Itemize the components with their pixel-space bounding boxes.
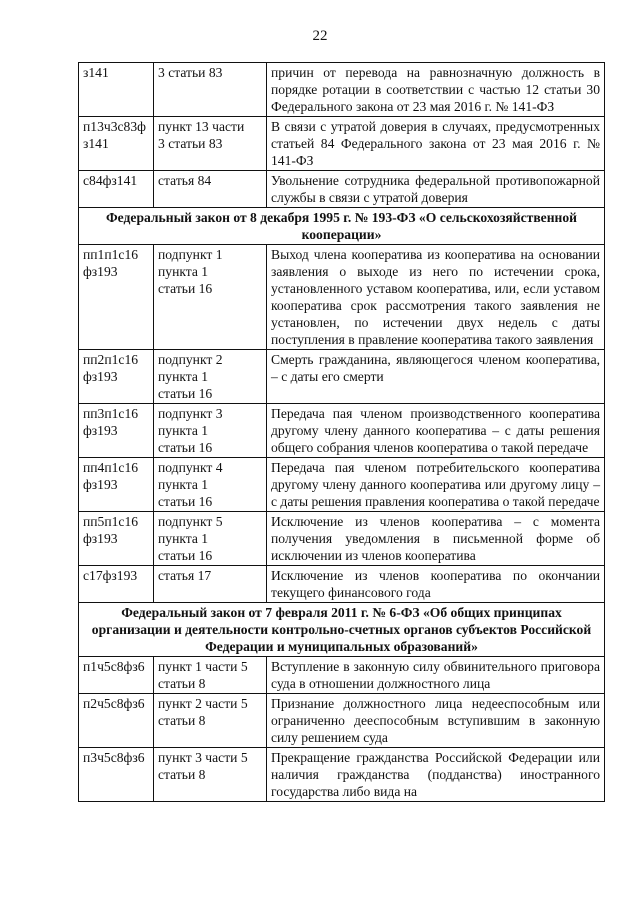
legal-reference-line: статьи 16: [158, 548, 213, 563]
table-row: [79, 694, 605, 748]
reason-description: Прекращение гражданства Российской Федерации или наличия гражданства (подданства) иностранного государства либо вида на: [267, 748, 605, 802]
legal-reference-line: статья 17: [158, 568, 212, 583]
reason-description: Исключение из членов кооператива – с момента получения уведомления в письменной форме об исключении из членов кооператива: [267, 512, 605, 566]
reason-code: с17фз193: [79, 566, 154, 603]
legal-reference-line: статья 84: [158, 173, 212, 188]
legal-reference: [154, 117, 267, 171]
legal-reference-line: пункт 1 части 5: [158, 659, 248, 674]
reason-description: Передача пая членом производственного кооператива другому члену данного кооператива – с даты решения общего собрания членов кооператива о такой передаче: [267, 404, 605, 458]
legal-reference-line: статьи 16: [158, 281, 213, 296]
legal-reference-line: статьи 8: [158, 676, 206, 691]
reason-description: Выход члена кооператива из кооператива на основании заявления о выходе из него по истечении срока, установленного уставом кооператива, или, если уставом кооператива срок рассмотрения такого заявления не установлен, по истечении двух недель с даты поступления в правление кооператива такого заявления: [267, 245, 605, 350]
reason-description: Смерть гражданина, являющегося членом кооператива, – с даты его смерти: [267, 350, 605, 404]
page-number: 22: [312, 28, 328, 44]
section-header-row: [79, 603, 605, 657]
legal-reference-line: статьи 8: [158, 767, 206, 782]
legal-reference-line: 3 статьи 83: [158, 136, 223, 151]
legal-reference: [154, 694, 267, 748]
legal-reference-line: пункта 1: [158, 423, 209, 438]
legal-reference: [154, 404, 267, 458]
legal-reference-line: пункта 1: [158, 477, 209, 492]
legal-reference-line: подпункт 4: [158, 460, 223, 475]
reason-code: п13ч3с83ф з141: [79, 117, 154, 171]
table-row: [79, 63, 605, 117]
legal-reference-line: статьи 16: [158, 494, 213, 509]
legal-reference-line: 3 статьи 83: [158, 65, 223, 80]
table-row: [79, 350, 605, 404]
legal-reference: [154, 63, 267, 117]
section-title: Федеральный закон от 8 декабря 1995 г. № 193-ФЗ «О сельскохозяйственной кооперации»: [79, 208, 605, 245]
legal-reference: [154, 350, 267, 404]
legal-reference-line: пункта 1: [158, 264, 209, 279]
reason-code: пп2п1с16 фз193: [79, 350, 154, 404]
legal-reference-line: пункт 3 части 5: [158, 750, 248, 765]
table-row: [79, 171, 605, 208]
reason-description: Увольнение сотрудника федеральной противопожарной службы в связи с утратой доверия: [267, 171, 605, 208]
table-row: [79, 657, 605, 694]
table-row: [79, 566, 605, 603]
table-row: [79, 117, 605, 171]
legal-reference-line: пункт 2 части 5: [158, 696, 248, 711]
legal-reference-line: статьи 16: [158, 440, 213, 455]
legal-reference-line: подпункт 3: [158, 406, 223, 421]
reason-code: пп1п1с16 фз193: [79, 245, 154, 350]
legal-reference: [154, 171, 267, 208]
legal-reference-line: пункта 1: [158, 531, 209, 546]
table-row: [79, 458, 605, 512]
legal-reference-line: пункта 1: [158, 369, 209, 384]
reason-code: пп3п1с16 фз193: [79, 404, 154, 458]
table-row: [79, 512, 605, 566]
reason-code: пп4п1с16 фз193: [79, 458, 154, 512]
legal-reference-line: статьи 8: [158, 713, 206, 728]
legal-reference-line: пункт 13 части: [158, 119, 245, 134]
reason-code: з141: [79, 63, 154, 117]
reason-code: п1ч5с8фз6: [79, 657, 154, 694]
table-row: [79, 748, 605, 802]
document-table-body: [79, 63, 605, 802]
reason-description: Признание должностного лица недееспособным или ограниченно дееспособным вступившим в законную силу решением суда: [267, 694, 605, 748]
table-row: [79, 245, 605, 350]
legal-reference-line: подпункт 1: [158, 247, 223, 262]
reason-description: Вступление в законную силу обвинительного приговора суда в отношении должностного лица: [267, 657, 605, 694]
reason-description: В связи с утратой доверия в случаях, предусмотренных статьей 84 Федерального закона от 23 мая 2016 г. № 141-ФЗ: [267, 117, 605, 171]
reason-code: с84фз141: [79, 171, 154, 208]
reason-code: п3ч5с8фз6: [79, 748, 154, 802]
legal-reference: [154, 512, 267, 566]
reason-code: пп5п1с16 фз193: [79, 512, 154, 566]
section-title: Федеральный закон от 7 февраля 2011 г. № 6-ФЗ «Об общих принципах организации и деятельности контрольно-счетных органов субъектов Российской Федерации и муниципальных образований»: [79, 603, 605, 657]
reason-code: п2ч5с8фз6: [79, 694, 154, 748]
section-header-row: [79, 208, 605, 245]
table-row: [79, 404, 605, 458]
legal-reference: [154, 458, 267, 512]
reason-description: Передача пая членом потребительского кооператива другому члену данного кооператива или другому лицу – с даты решения правления кооператива о такой передаче: [267, 458, 605, 512]
legal-reference: [154, 748, 267, 802]
legal-reference-line: подпункт 2: [158, 352, 223, 367]
legal-reference-line: статьи 16: [158, 386, 213, 401]
legal-reference: [154, 657, 267, 694]
reason-description: Исключение из членов кооператива по окончании текущего финансового года: [267, 566, 605, 603]
legal-reference-line: подпункт 5: [158, 514, 223, 529]
legal-reference: [154, 566, 267, 603]
legal-reference: [154, 245, 267, 350]
reason-description: причин от перевода на равнозначную должность в порядке ротации в соответствии с частью 12 статьи 30 Федерального закона от 23 мая 2016 г. № 141-ФЗ: [267, 63, 605, 117]
document-table: [78, 62, 605, 802]
